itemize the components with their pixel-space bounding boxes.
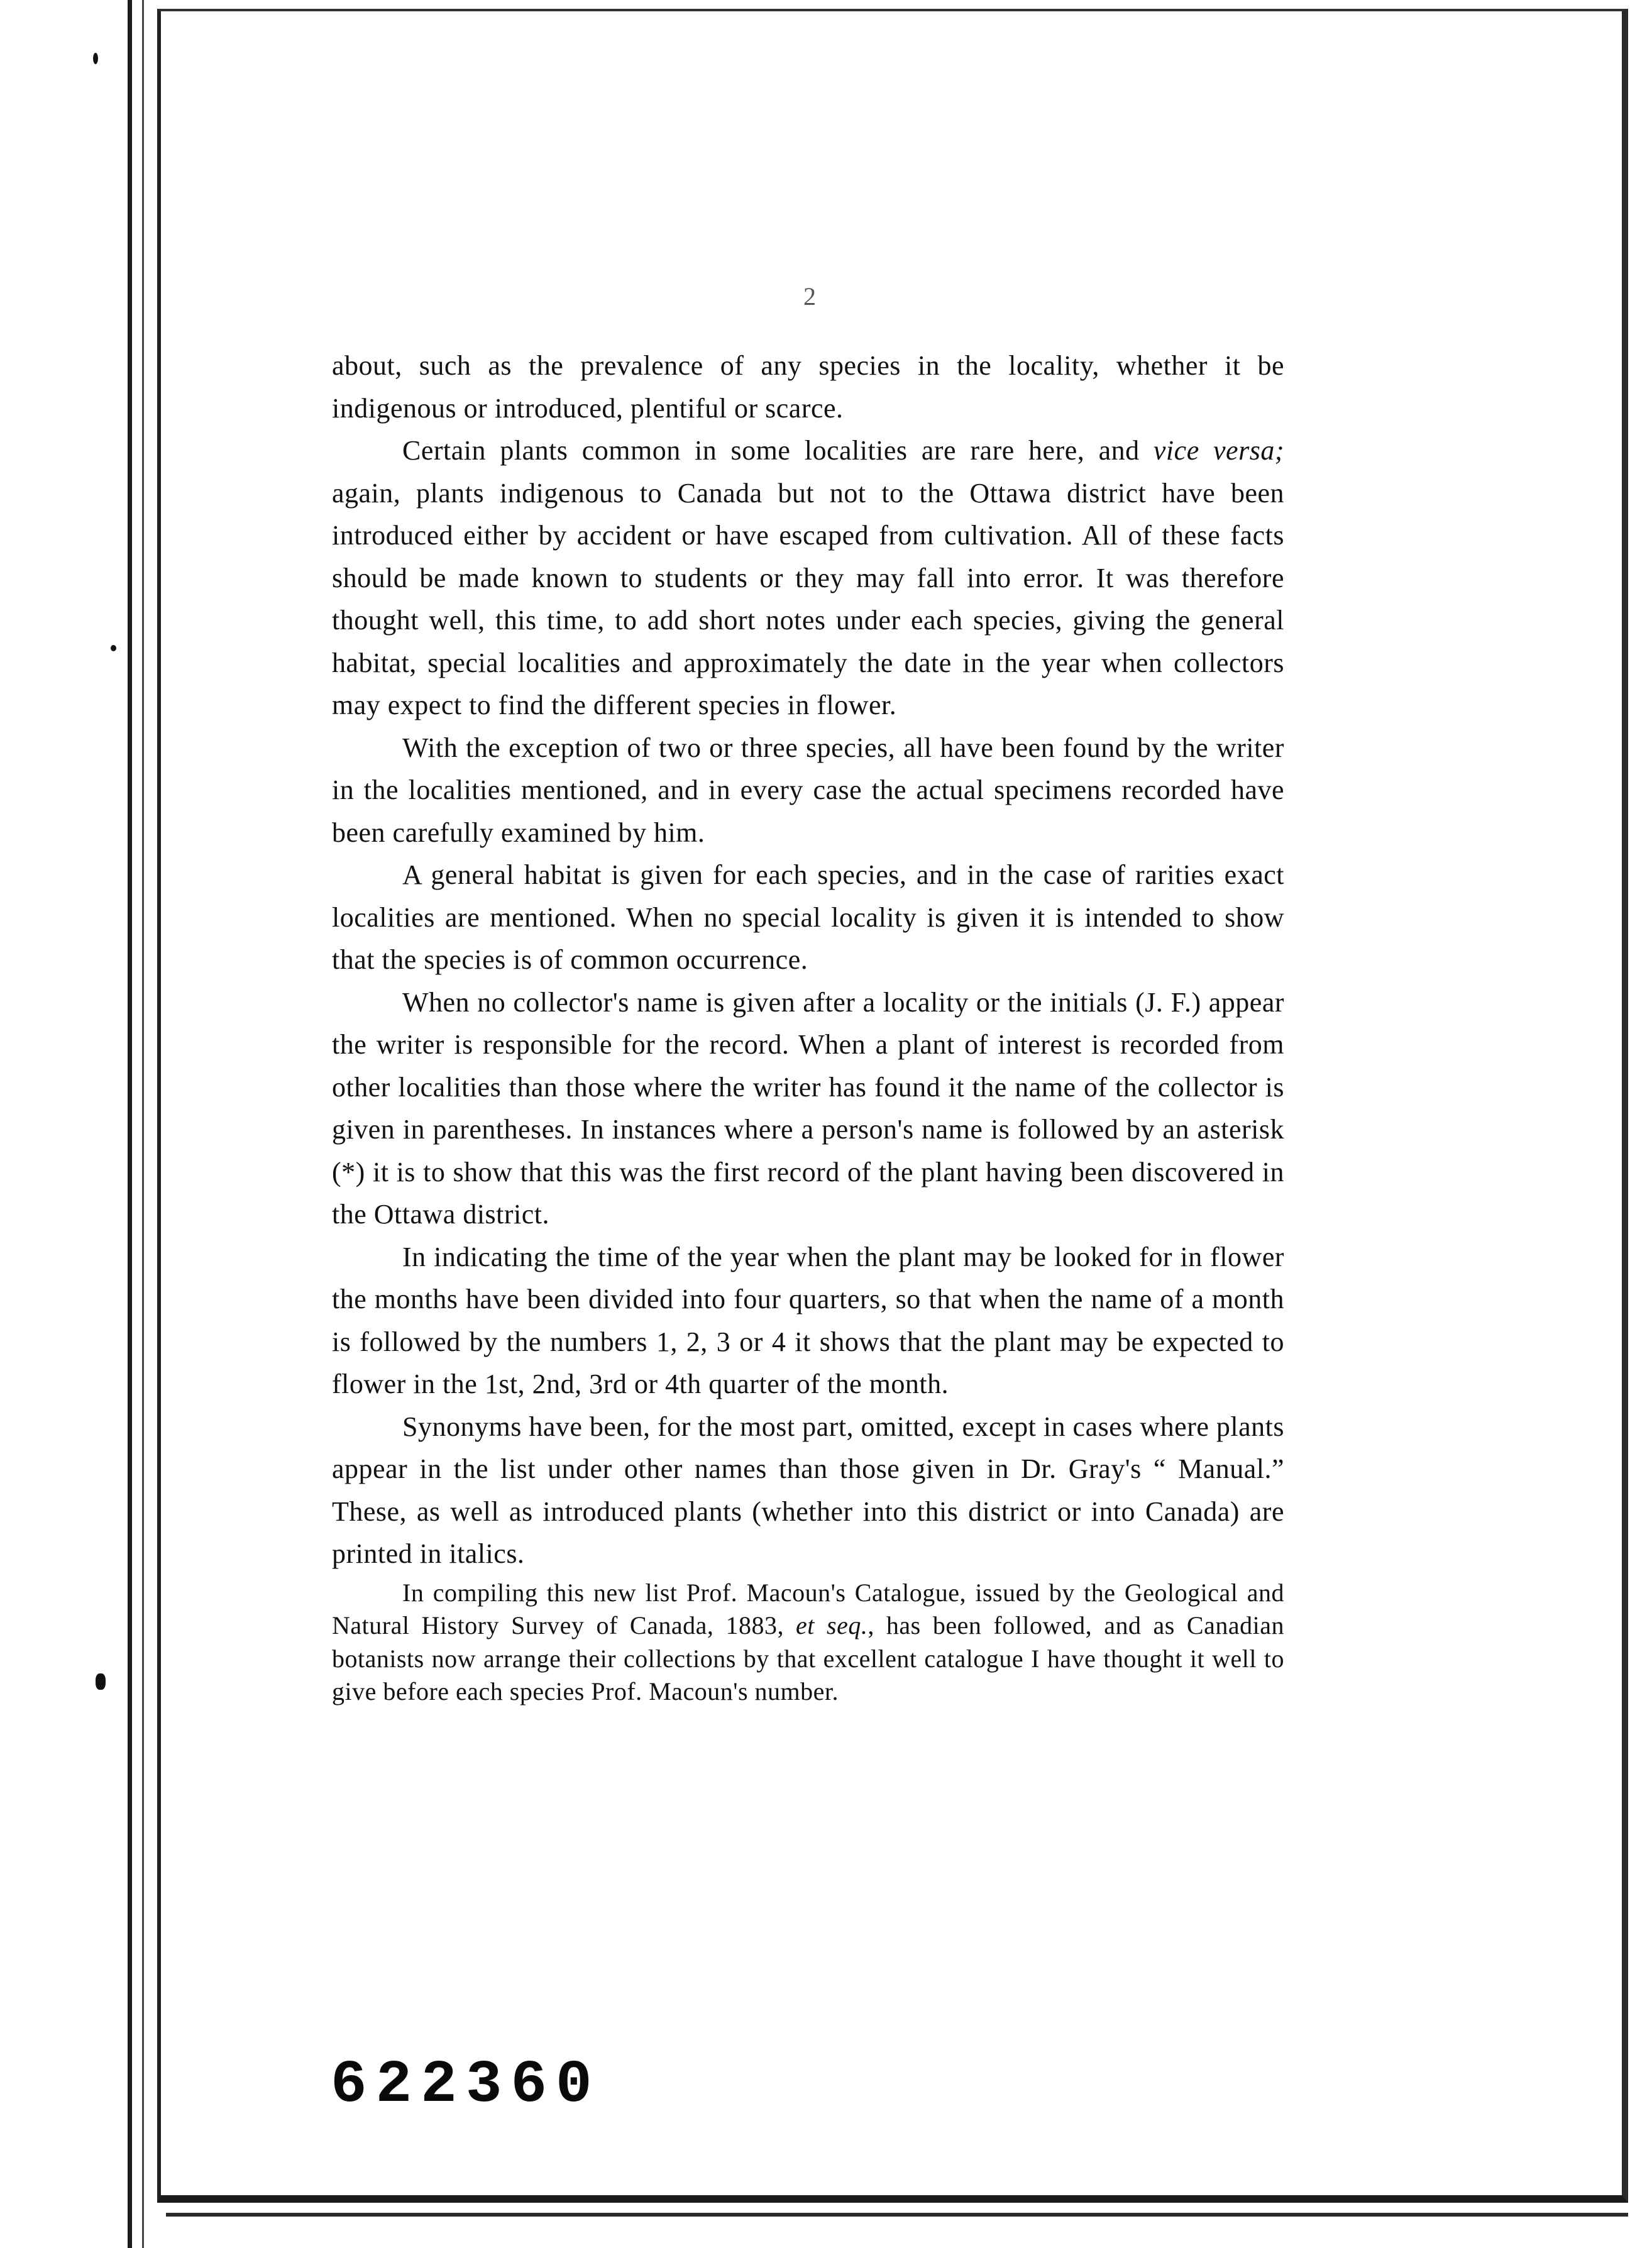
adjacent-page-strip bbox=[0, 0, 132, 2248]
paragraph-p6 bbox=[332, 1236, 1284, 1406]
paragraph-p3 bbox=[332, 727, 1284, 854]
catalog-number: 622360 bbox=[331, 2051, 601, 2119]
paragraph-text: When no collector's name is given after a locality or the initials (J. F.) appear the writer is responsible for the record. When a plant of interest is recorded from other localities than those where the writer has found it the name of the collector is given in parentheses. In instances where a person's name is followed by an asterisk (*) it is to show that this was the first record of the plant having been discovered in the Ottawa district. bbox=[332, 986, 1284, 1230]
adjacent-page-edge bbox=[142, 0, 144, 2248]
paragraph-text: In indicating the time of the year when the plant may be looked for in flower the months have been divided into four quarters, so that when the name of a month is followed by the numbers 1, 2, 3 or 4 it shows that the plant may be expected to flower in the 1st, 2nd, 3rd or 4th quarter of the month. bbox=[332, 1241, 1284, 1399]
paragraph-text: , has been followed, and as Canadian botanists now arrange their collections by that excellent catalogue I have thought it well to give before each species Prof. Macoun's number. bbox=[332, 1611, 1284, 1705]
italic-text: vice versa; bbox=[1153, 435, 1284, 466]
paragraph-text: In compiling this new list Prof. Macoun's Catalogue, issued by the Geological and Natural History Survey of Canada, 1883, bbox=[332, 1578, 1284, 1639]
paragraph-p8 bbox=[332, 1577, 1284, 1709]
paragraph-text: A general habitat is given for each species, and in the case of rarities exact localities are mentioned. When no special locality is given it is intended to show that the species is of common occurrence. bbox=[332, 859, 1284, 975]
paragraph-text: Synonyms have been, for the most part, omitted, except in cases where plants appear in the list under other names than those given in Dr. Gray's “ Manual.” These, as well as introduced plants (whether into this district or into Canada) are printed in italics. bbox=[332, 1411, 1284, 1569]
paragraph-text: With the exception of two or three species, all have been found by the writer in the localities mentioned, and in every case the actual specimens recorded have been carefully examined by him. bbox=[332, 732, 1284, 848]
scan-speck bbox=[96, 1673, 106, 1690]
paragraph-text: about, such as the prevalence of any species in the locality, whether it be indigenous or introduced, plentiful or scarce. bbox=[332, 350, 1284, 424]
paragraph-p2 bbox=[332, 429, 1284, 727]
scan-speck bbox=[93, 53, 98, 64]
italic-text: et seq. bbox=[796, 1611, 868, 1639]
paragraph-p1 bbox=[332, 344, 1284, 429]
paragraph-text: again, plants indigenous to Canada but not to the Ottawa district have been introduced either by accident or have escaped from cultivation. All of these facts should be made known to students or they may fall into error. It was therefore thought well, this time, to add short notes under each species, giving the general habitat, special localities and approximately the date in the year when collectors may expect to find the different species in flower. bbox=[332, 477, 1284, 720]
body-text bbox=[332, 344, 1284, 1709]
paragraph-p7 bbox=[332, 1406, 1284, 1575]
scan-speck bbox=[111, 645, 116, 651]
page-number: 2 bbox=[803, 282, 816, 311]
paragraph-p5 bbox=[332, 981, 1284, 1236]
paragraph-text: Certain plants common in some localities are rare here, and bbox=[402, 435, 1154, 466]
paragraph-p4 bbox=[332, 854, 1284, 981]
